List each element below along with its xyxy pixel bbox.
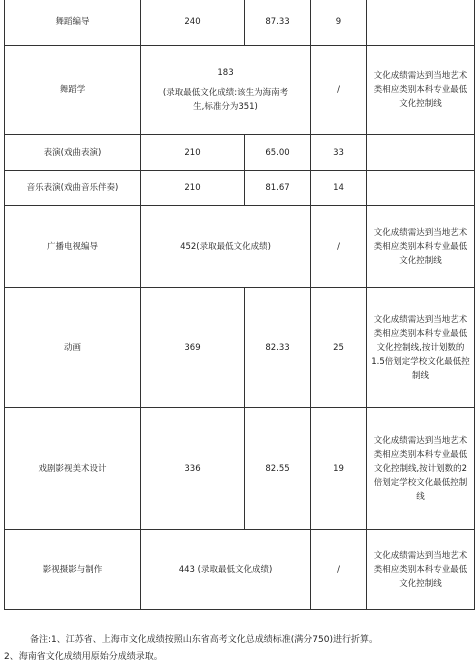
- count-cell: 14: [311, 171, 367, 206]
- count-cell: /: [311, 206, 367, 288]
- footnote-line-1: 备注:1、江苏省、上海市文化成绩按照山东省高考文化总成绩标准(满分750)进行折算。: [30, 635, 378, 645]
- score-merged-cell: 452(录取最低文化成绩): [141, 206, 311, 288]
- score-cell: 336: [141, 408, 245, 530]
- count-cell: 9: [311, 0, 367, 46]
- table-row: [5, 46, 475, 135]
- table-row: [5, 135, 475, 171]
- note-cell: [367, 171, 475, 206]
- major-cell: 广播电视编导: [5, 206, 141, 288]
- score-cell: 210: [141, 171, 245, 206]
- table-row: [5, 408, 475, 530]
- admission-score-table: [4, 0, 475, 610]
- note-cell: 文化成绩需达到当地艺术类相应类别本科专业最低文化控制线,按计划数的1.5倍划定学校文化最低控制线: [367, 288, 475, 408]
- table-row: [5, 530, 475, 610]
- major-cell: 舞蹈编导: [5, 0, 141, 46]
- note-cell: 文化成绩需达到当地艺术类相应类别本科专业最低文化控制线: [367, 206, 475, 288]
- score-cell: 81.67: [245, 171, 311, 206]
- table-row: [5, 288, 475, 408]
- score-cell: 369: [141, 288, 245, 408]
- major-cell: 舞蹈学: [5, 46, 141, 135]
- table-row: [5, 171, 475, 206]
- table-row: [5, 0, 475, 46]
- note-cell: 文化成绩需达到当地艺术类相应类别本科专业最低文化控制线,按计划数的2倍划定学校文化最低控制线: [367, 408, 475, 530]
- score-cell: 87.33: [245, 0, 311, 46]
- table-row: [5, 206, 475, 288]
- count-cell: 19: [311, 408, 367, 530]
- count-cell: 25: [311, 288, 367, 408]
- score-cell: 65.00: [245, 135, 311, 171]
- count-cell: /: [311, 46, 367, 135]
- note-cell: 文化成绩需达到当地艺术类相应类别本科专业最低文化控制线: [367, 46, 475, 135]
- major-cell: 影视摄影与制作: [5, 530, 141, 610]
- score-merged-cell: 183 (录取最低文化成绩:该生为海南考生,标准分为351): [141, 46, 311, 135]
- note-cell: [367, 135, 475, 171]
- score-cell: 210: [141, 135, 245, 171]
- score-cell: 82.33: [245, 288, 311, 408]
- footnote-line-2: 2、海南省文化成绩用原始分成绩录取。: [4, 652, 163, 662]
- count-cell: /: [311, 530, 367, 610]
- major-cell: 音乐表演(戏曲音乐伴奏): [5, 171, 141, 206]
- score-cell: 240: [141, 0, 245, 46]
- major-cell: 动画: [5, 288, 141, 408]
- major-cell: 表演(戏曲表演): [5, 135, 141, 171]
- note-cell: [367, 0, 475, 46]
- score-merged-cell: 443 (录取最低文化成绩): [141, 530, 311, 610]
- score-cell: 82.55: [245, 408, 311, 530]
- count-cell: 33: [311, 135, 367, 171]
- footnotes: [0, 632, 476, 666]
- note-cell: 文化成绩需达到当地艺术类相应类别本科专业最低文化控制线: [367, 530, 475, 610]
- major-cell: 戏剧影视美术设计: [5, 408, 141, 530]
